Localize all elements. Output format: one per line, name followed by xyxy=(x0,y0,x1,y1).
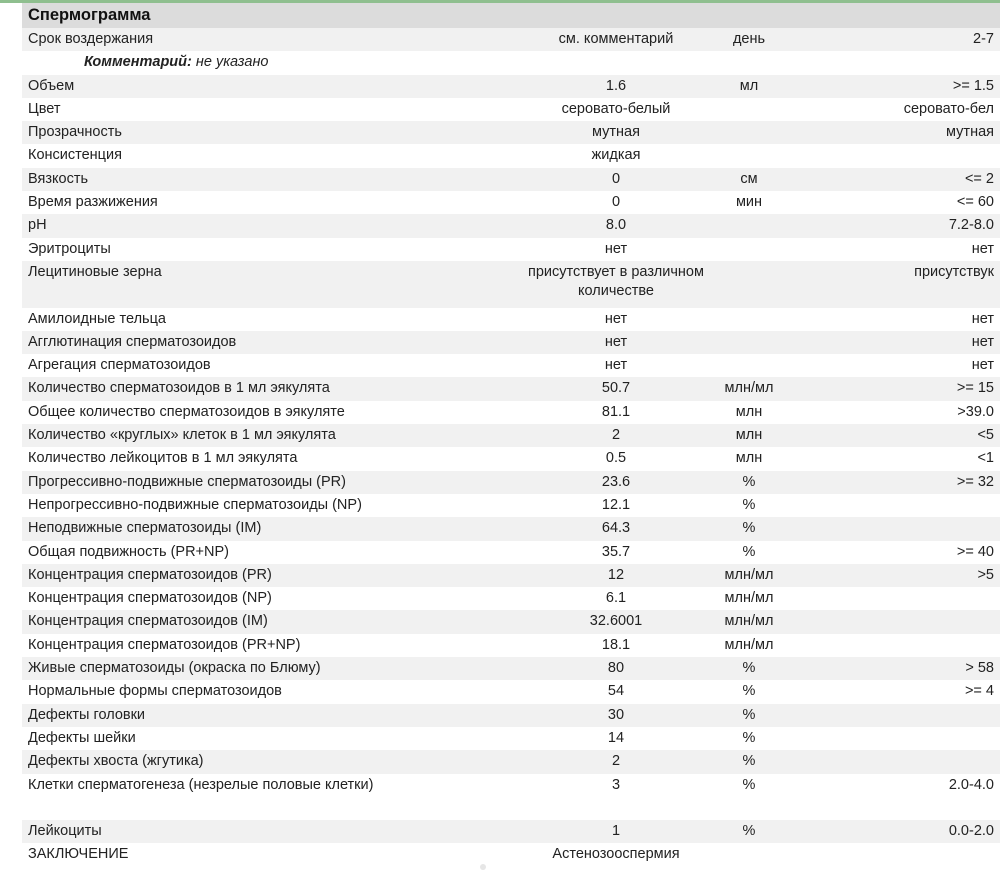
table-row xyxy=(22,564,1000,587)
row-value: нет xyxy=(604,310,628,327)
row-name: Лецитиновые зерна xyxy=(28,263,162,280)
table-row xyxy=(22,168,1000,191)
row-reference: 2.0-4.0 xyxy=(948,776,994,793)
conclusion-row xyxy=(22,843,1000,866)
comment-text xyxy=(84,51,269,74)
row-name: Агрегация сперматозоидов xyxy=(28,357,211,374)
row-value: серовато-белый xyxy=(561,100,671,117)
row-reference: нет xyxy=(971,240,994,257)
comment-label: Комментарий: xyxy=(84,54,192,71)
row-unit: % xyxy=(742,660,756,677)
row-value: нет xyxy=(604,240,628,257)
row-value: 12 xyxy=(607,566,625,583)
row-value: нет xyxy=(604,333,628,350)
row-name: Количество «круглых» клеток в 1 мл эякулята xyxy=(28,427,336,444)
row-unit: % xyxy=(742,729,756,746)
row-name: Время разжижения xyxy=(28,194,158,211)
row-value: присутствует в различном количестве xyxy=(528,263,704,299)
row-value: 64.3 xyxy=(601,520,631,537)
row-reference: >= 40 xyxy=(956,543,994,560)
row-reference: нет xyxy=(971,357,994,374)
row-name: Непрогрессивно-подвижные сперматозоиды (NP) xyxy=(28,496,362,513)
table-row xyxy=(22,308,1000,331)
row-unit: % xyxy=(742,543,756,560)
table-row xyxy=(22,727,1000,750)
row-name: Консистенция xyxy=(28,147,122,164)
row-unit: см xyxy=(740,170,758,187)
row-reference: >= 1.5 xyxy=(952,77,994,94)
row-name: Прозрачность xyxy=(28,124,122,141)
row-reference: >39.0 xyxy=(957,403,994,420)
row-value: 1.6 xyxy=(605,77,627,94)
row-value: 0.5 xyxy=(605,450,627,467)
row-reference: >5 xyxy=(977,566,994,583)
row-name: Дефекты шейки xyxy=(28,729,136,746)
row-unit: мл xyxy=(739,77,759,94)
row-value: нет xyxy=(604,357,628,374)
row-reference: >= 4 xyxy=(964,683,994,700)
row-value: 14 xyxy=(607,729,625,746)
comment-row xyxy=(22,51,1000,74)
row-reference: <1 xyxy=(977,450,994,467)
results-table xyxy=(22,28,1000,867)
row-reference: присутствук xyxy=(914,263,994,280)
row-value: 35.7 xyxy=(601,543,631,560)
row-reference: <= 2 xyxy=(964,170,994,187)
comment-value: не указано xyxy=(195,54,269,71)
row-name: Дефекты хвоста (жгутика) xyxy=(28,753,204,770)
table-row xyxy=(22,704,1000,727)
row-name: Концентрация сперматозоидов (PR) xyxy=(28,566,272,583)
row-reference: <= 60 xyxy=(956,194,994,211)
row-value: 1 xyxy=(611,823,621,840)
table-row xyxy=(22,820,1000,843)
table-row xyxy=(22,214,1000,237)
row-name: pH xyxy=(28,217,47,234)
table-row xyxy=(22,447,1000,470)
row-name: Дефекты головки xyxy=(28,706,146,723)
row-unit: млн xyxy=(735,450,763,467)
table-row xyxy=(22,517,1000,540)
row-reference: 0.0-2.0 xyxy=(948,823,994,840)
row-name: Срок воздержания xyxy=(28,31,154,47)
row-unit: млн/мл xyxy=(724,566,774,583)
row-value: 3 xyxy=(611,776,621,793)
row-unit: млн/мл xyxy=(724,590,774,607)
row-reference: 2-7 xyxy=(973,31,994,47)
row-value: Астенозооспермия xyxy=(552,846,680,863)
table-row xyxy=(22,587,1000,610)
row-unit: день xyxy=(732,31,766,47)
row-value: см. комментарий xyxy=(558,31,674,47)
table-row xyxy=(22,634,1000,657)
row-value: 30 xyxy=(607,706,625,723)
row-value: 50.7 xyxy=(601,380,631,397)
row-name: Лейкоциты xyxy=(28,823,102,840)
row-name: Нормальные формы сперматозоидов xyxy=(28,683,282,700)
row-name: Концентрация сперматозоидов (IM) xyxy=(28,613,268,630)
row-unit: % xyxy=(742,473,756,490)
table-row xyxy=(22,657,1000,680)
table-row xyxy=(22,610,1000,633)
row-value: жидкая xyxy=(591,147,641,164)
row-name: Количество сперматозоидов в 1 мл эякулята xyxy=(28,380,330,397)
row-unit: % xyxy=(742,683,756,700)
row-value: 2 xyxy=(611,753,621,770)
row-reference: нет xyxy=(971,333,994,350)
row-name: Амилоидные тельца xyxy=(28,310,166,327)
row-reference: 7.2-8.0 xyxy=(948,217,994,234)
row-name: ЗАКЛЮЧЕНИЕ xyxy=(28,846,129,863)
table-row xyxy=(22,494,1000,517)
row-unit: % xyxy=(742,706,756,723)
row-value: 6.1 xyxy=(605,590,627,607)
table-row xyxy=(22,401,1000,424)
page-title: Спермограмма xyxy=(22,3,1000,28)
table-row xyxy=(22,331,1000,354)
table-row xyxy=(22,144,1000,167)
row-unit: млн/мл xyxy=(724,380,774,397)
row-reference: нет xyxy=(971,310,994,327)
row-name: Общее количество сперматозоидов в эякуляте xyxy=(28,403,345,420)
row-unit: млн/мл xyxy=(724,613,774,630)
table-row xyxy=(22,75,1000,98)
table-row xyxy=(22,354,1000,377)
table-row xyxy=(22,424,1000,447)
row-unit: % xyxy=(742,776,756,793)
row-name: Вязкость xyxy=(28,170,89,187)
row-name: Объем xyxy=(28,77,75,94)
row-unit: млн/мл xyxy=(724,636,774,653)
row-name: Клетки сперматогенеза (незрелые половые клетки) xyxy=(28,776,374,793)
table-row xyxy=(22,261,1000,308)
page-dot xyxy=(480,864,486,870)
row-value: 81.1 xyxy=(601,403,631,420)
row-value: мутная xyxy=(592,124,640,141)
table-row xyxy=(22,680,1000,703)
table-row xyxy=(22,774,1000,821)
table-row xyxy=(22,541,1000,564)
row-unit: % xyxy=(742,753,756,770)
table-row xyxy=(22,121,1000,144)
table-row xyxy=(22,28,1000,51)
row-unit: млн xyxy=(735,427,763,444)
row-name: Агглютинация сперматозоидов xyxy=(28,333,237,350)
row-unit: % xyxy=(742,823,756,840)
row-unit: % xyxy=(742,520,756,537)
row-reference: мутная xyxy=(946,124,994,141)
row-name: Концентрация сперматозоидов (NP) xyxy=(28,590,272,607)
row-value: 23.6 xyxy=(601,473,631,490)
row-reference: >= 15 xyxy=(956,380,994,397)
row-name: Живые сперматозоиды (окраска по Блюму) xyxy=(28,660,321,677)
row-value: 80 xyxy=(607,660,625,677)
table-row xyxy=(22,377,1000,400)
row-value: 12.1 xyxy=(601,496,631,513)
row-reference: >= 32 xyxy=(956,473,994,490)
table-row xyxy=(22,238,1000,261)
row-reference: серовато-бел xyxy=(903,100,994,117)
table-row xyxy=(22,750,1000,773)
table-row xyxy=(22,98,1000,121)
row-reference: <5 xyxy=(977,427,994,444)
table-row xyxy=(22,191,1000,214)
row-value: 0 xyxy=(611,170,621,187)
row-unit: мин xyxy=(735,194,763,211)
row-reference: > 58 xyxy=(965,660,994,677)
row-value: 32.6001 xyxy=(589,613,643,630)
row-value: 2 xyxy=(611,427,621,444)
table-row xyxy=(22,471,1000,494)
row-value: 54 xyxy=(607,683,625,700)
row-name: Концентрация сперматозоидов (PR+NP) xyxy=(28,636,301,653)
row-name: Прогрессивно-подвижные сперматозоиды (PR) xyxy=(28,473,346,490)
row-name: Неподвижные сперматозоиды (IM) xyxy=(28,520,262,537)
row-name: Эритроциты xyxy=(28,240,111,257)
row-value: 18.1 xyxy=(601,636,631,653)
row-value: 0 xyxy=(611,194,621,211)
row-name: Цвет xyxy=(28,100,61,117)
row-name: Количество лейкоцитов в 1 мл эякулята xyxy=(28,450,298,467)
row-unit: млн xyxy=(735,403,763,420)
row-name: Общая подвижность (PR+NP) xyxy=(28,543,229,560)
row-value: 8.0 xyxy=(605,217,627,234)
row-unit: % xyxy=(742,496,756,513)
